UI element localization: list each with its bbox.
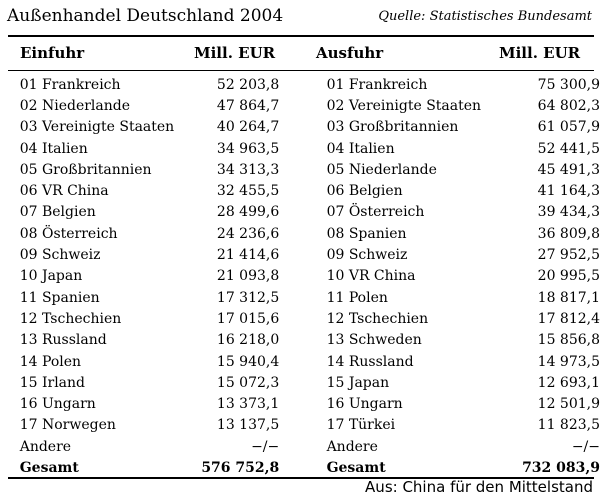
import-country: 11 Spanien [19, 289, 100, 306]
export-value: 12 693,1 [537, 374, 600, 391]
total-section [0, 457, 600, 478]
table-row [0, 266, 600, 287]
import-country: 15 Irland [19, 374, 85, 391]
table-row [0, 330, 600, 351]
export-country: 02 Vereinigte Staaten [326, 97, 482, 114]
import-value: 15 072,3 [216, 374, 280, 391]
import-country: 04 Italien [19, 140, 88, 157]
export-value: 20 995,5 [537, 268, 600, 285]
export-value: 27 952,5 [537, 247, 600, 264]
export-unit-header: Mill. EUR [499, 44, 581, 62]
export-value: 61 057,9 [537, 119, 600, 136]
export-header: Ausfuhr [316, 44, 384, 62]
table-row [0, 308, 600, 329]
export-value: 41 164,3 [537, 183, 600, 200]
export-country: 09 Schweiz [326, 247, 408, 264]
source-note: Quelle: Statistisches Bundesamt [378, 9, 592, 24]
import-value: 32 455,5 [216, 183, 280, 200]
table-row [0, 223, 600, 244]
export-value: 17 812,4 [537, 310, 600, 327]
table-row [0, 372, 600, 393]
import-value: 34 963,5 [216, 140, 280, 157]
import-value: 28 499,6 [216, 204, 280, 221]
table-row [0, 159, 600, 180]
import-country: 13 Russland [19, 332, 107, 349]
export-value: 15 856,8 [537, 332, 600, 349]
export-value: 45 491,3 [537, 161, 600, 178]
import-country: 14 Polen [19, 353, 82, 370]
import-country: 02 Niederlande [19, 97, 131, 114]
import-header: Einfuhr [20, 44, 85, 62]
import-total-value: 576 752,8 [201, 459, 280, 476]
export-country: 07 Österreich [326, 204, 425, 221]
import-country: 06 VR China [19, 183, 109, 200]
import-country: 05 Großbritannien [19, 161, 152, 178]
import-value: 47 864,7 [216, 97, 280, 114]
export-value: 52 441,5 [537, 140, 600, 157]
import-value: 17 015,6 [216, 310, 280, 327]
import-unit-header: Mill. EUR [194, 44, 276, 62]
import-country: 12 Tschechien [19, 310, 122, 327]
table-row [0, 244, 600, 265]
export-value: 36 809,8 [537, 225, 600, 242]
export-country: 16 Ungarn [326, 396, 403, 413]
table-row [0, 202, 600, 223]
top-rule [8, 35, 594, 37]
trade-table-body [0, 74, 600, 457]
export-country: 14 Russland [326, 353, 414, 370]
export-country: Andere [326, 438, 378, 455]
import-value: 13 373,1 [216, 396, 280, 413]
table-row [0, 393, 600, 414]
table-row [0, 415, 600, 436]
export-country: 17 Türkei [326, 417, 396, 434]
trade-table [0, 74, 600, 479]
export-total-value: 732 083,9 [522, 459, 600, 476]
export-value: 64 802,3 [537, 97, 600, 114]
export-country: 04 Italien [326, 140, 395, 157]
export-country: 15 Japan [326, 374, 390, 391]
import-country: 03 Vereinigte Staaten [19, 119, 175, 136]
total-row [0, 457, 600, 478]
import-value: 34 313,3 [216, 161, 280, 178]
table-row [0, 351, 600, 372]
table-row [0, 180, 600, 201]
export-value: 18 817,1 [537, 289, 600, 306]
table-title: Außenhandel Deutschland 2004 [7, 6, 284, 26]
table-row [0, 74, 600, 95]
import-value: 21 414,6 [216, 247, 280, 264]
import-value: 40 264,7 [216, 119, 280, 136]
export-country: 10 VR China [326, 268, 416, 285]
export-country: 05 Niederlande [326, 161, 437, 178]
import-country: 16 Ungarn [19, 396, 96, 413]
import-value: 15 940,4 [216, 353, 280, 370]
export-country: 13 Schweden [326, 332, 422, 349]
import-country: 10 Japan [19, 268, 83, 285]
export-country: 03 Großbritannien [326, 119, 459, 136]
import-country: 17 Norwegen [19, 417, 116, 434]
import-total-label: Gesamt [19, 459, 79, 476]
export-value: −/− [571, 438, 600, 455]
export-country: 12 Tschechien [326, 310, 429, 327]
import-country: 08 Österreich [19, 225, 118, 242]
import-country: 09 Schweiz [19, 247, 101, 264]
import-country: Andere [19, 438, 72, 455]
import-value: 24 236,6 [216, 225, 280, 242]
import-value: 21 093,8 [216, 268, 280, 285]
header-rule [8, 70, 594, 71]
import-value: 16 218,0 [216, 332, 280, 349]
import-value: 13 137,5 [216, 417, 280, 434]
import-country: 01 Frankreich [19, 76, 121, 93]
export-country: 06 Belgien [326, 183, 403, 200]
export-value: 14 973,5 [537, 353, 600, 370]
table-row [0, 95, 600, 116]
export-value: 12 501,9 [537, 396, 600, 413]
table-row [0, 287, 600, 308]
export-total-label: Gesamt [326, 459, 386, 476]
table-row [0, 117, 600, 138]
import-value: 52 203,8 [216, 76, 280, 93]
export-value: 39 434,3 [537, 204, 600, 221]
export-value: 11 823,5 [537, 417, 600, 434]
import-country: 07 Belgien [19, 204, 96, 221]
caption: Aus: China für den Mittelstand [365, 478, 593, 496]
import-value: −/− [251, 438, 280, 455]
table-row [0, 138, 600, 159]
export-country: 01 Frankreich [326, 76, 428, 93]
export-country: 11 Polen [326, 289, 388, 306]
export-value: 75 300,9 [537, 76, 600, 93]
table-row [0, 436, 600, 457]
import-value: 17 312,5 [216, 289, 280, 306]
export-country: 08 Spanien [326, 225, 407, 242]
